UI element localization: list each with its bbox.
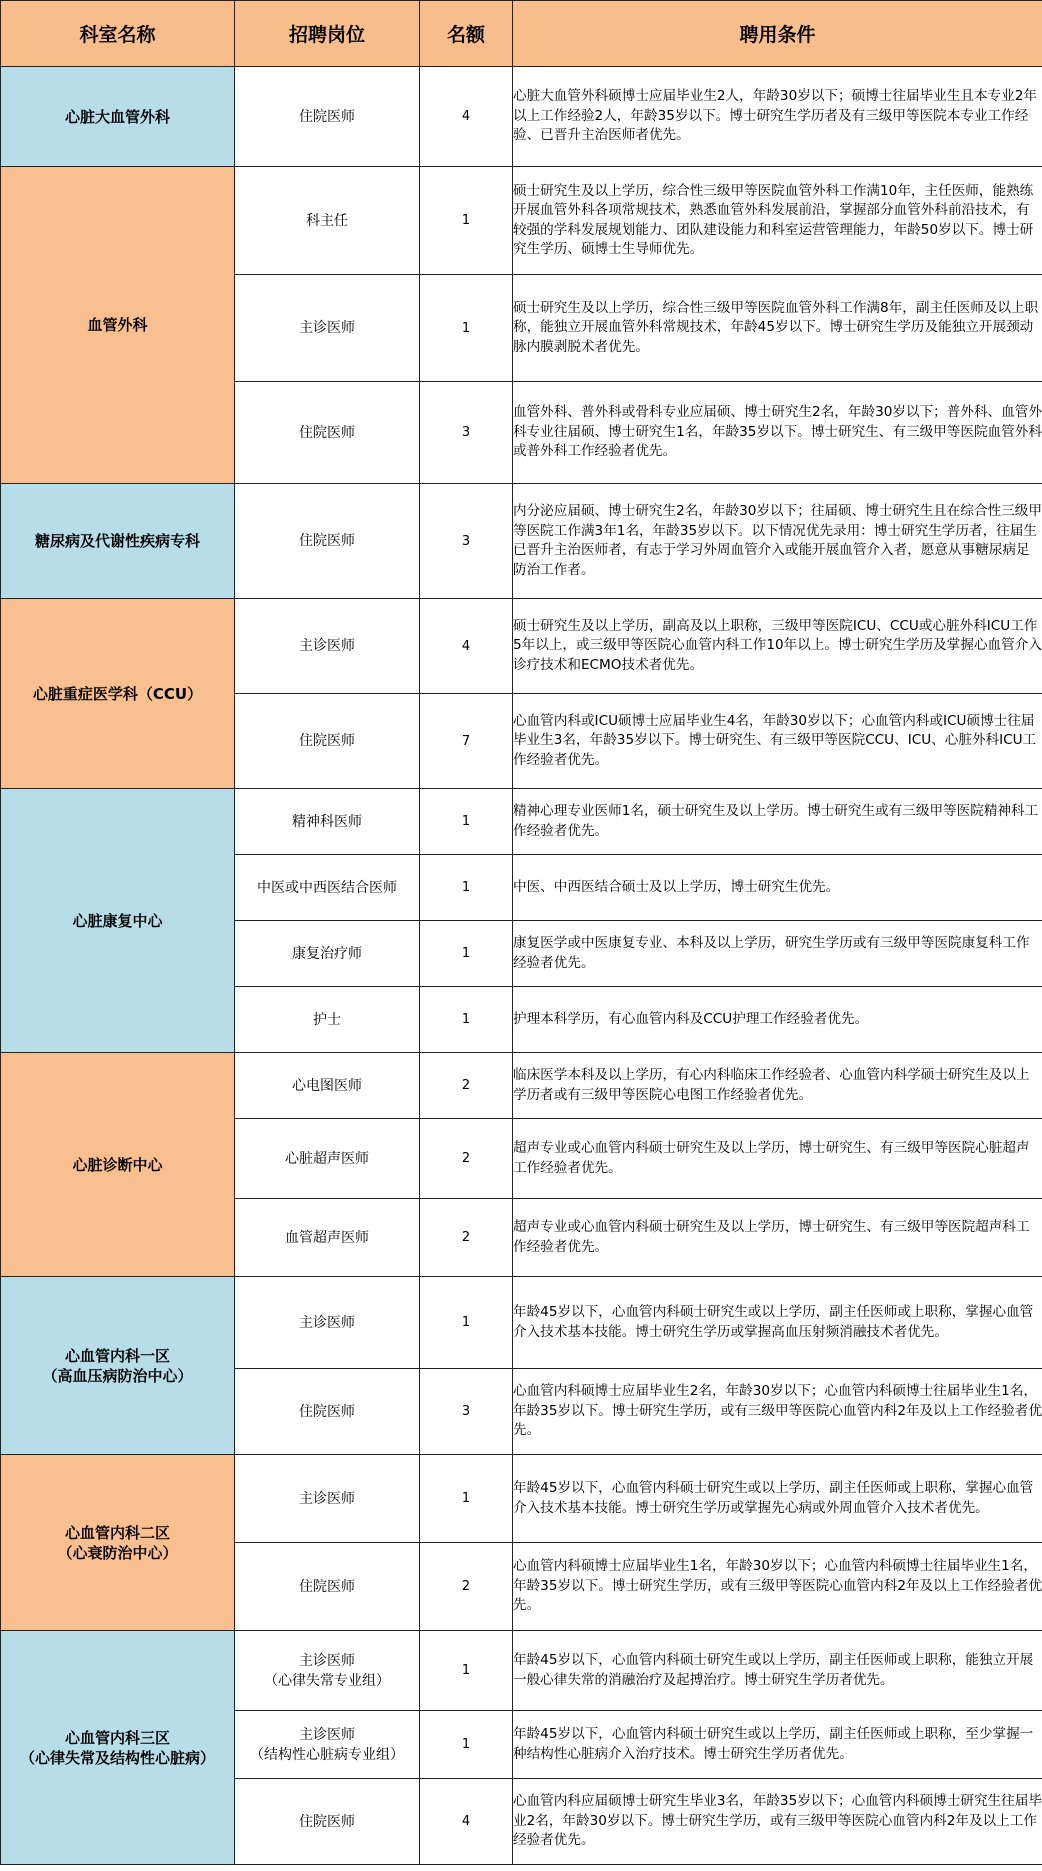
post-count: 3: [420, 1369, 513, 1455]
post-conditions: 心血管内科应届硕博士研究生毕业3名，年龄35岁以下；心血管内科硕博士研究生往届毕业2名，年龄30岁以下。博士研究生学历，或有三级甲等医院心血管内科2年及以上工作经验者优先。: [513, 1779, 1042, 1865]
header-post: 招聘岗位: [235, 1, 420, 67]
post-count: 2: [420, 1119, 513, 1199]
post-count: 1: [420, 1455, 513, 1543]
table-row: [1, 1053, 1042, 1119]
post-count: 3: [420, 484, 513, 599]
post-count: 1: [420, 987, 513, 1053]
post-name: 护士: [235, 987, 420, 1053]
post-count: 7: [420, 694, 513, 789]
post-name: 住院医师: [235, 382, 420, 484]
post-name: 主诊医师: [235, 599, 420, 694]
post-count: 2: [420, 1053, 513, 1119]
post-name: 精神科医师: [235, 789, 420, 855]
table-row: [1, 1631, 1042, 1711]
post-count: 1: [420, 1631, 513, 1711]
dept-name: 心脏诊断中心: [1, 1053, 235, 1277]
dept-name: 糖尿病及代谢性疾病专科: [1, 484, 235, 599]
post-count: 4: [420, 1779, 513, 1865]
post-count: 1: [420, 855, 513, 921]
dept-name: 心脏康复中心: [1, 789, 235, 1053]
header-count: 名额: [420, 1, 513, 67]
dept-name: 心血管内科一区 （高血压病防治中心）: [1, 1277, 235, 1455]
post-conditions: 护理本科学历，有心血管内科及CCU护理工作经验者优先。: [513, 987, 1042, 1053]
post-conditions: 年龄45岁以下，心血管内科硕士研究生或以上学历，副主任医师或上职称，能独立开展一般心律失常的消融治疗及起搏治疗。博士研究生学历者优先。: [513, 1631, 1042, 1711]
post-conditions: 年龄45岁以下，心血管内科硕士研究生或以上学历，副主任医师或上职称，掌握心血管介入技术基本技能。博士研究生学历或掌握先心病或外周血管介入技术者优先。: [513, 1455, 1042, 1543]
post-name: 主诊医师: [235, 1455, 420, 1543]
post-name: 住院医师: [235, 1779, 420, 1865]
header-cond: 聘用条件: [513, 1, 1042, 67]
post-count: 1: [420, 789, 513, 855]
dept-name: 血管外科: [1, 167, 235, 484]
table-row: [1, 484, 1042, 599]
post-name: 心电图医师: [235, 1053, 420, 1119]
post-count: 1: [420, 1711, 513, 1779]
post-name: 主诊医师 （结构性心脏病专业组）: [235, 1711, 420, 1779]
post-count: 1: [420, 275, 513, 382]
post-count: 4: [420, 599, 513, 694]
post-name: 中医或中西医结合医师: [235, 855, 420, 921]
post-conditions: 内分泌应届硕、博士研究生2名，年龄30岁以下；往届硕、博士研究生且在综合性三级甲等医院工作满3年1名，年龄35岁以下。以下情况优先录用：博士研究生学历者，往届生已晋升主治医师者，有志于学习外周血管介入或能开展血管介入者，愿意从事糖尿病足防治工作者。: [513, 484, 1042, 599]
table-row: [1, 67, 1042, 167]
post-name: 血管超声医师: [235, 1199, 420, 1277]
post-count: 3: [420, 382, 513, 484]
post-conditions: 血管外科、普外科或骨科专业应届硕、博士研究生2名，年龄30岁以下；普外科、血管外科专业往届硕、博士研究生1名，年龄35岁以下。博士研究生、有三级甲等医院血管外科或普外科工作经验者优先。: [513, 382, 1042, 484]
post-count: 2: [420, 1543, 513, 1631]
post-count: 4: [420, 67, 513, 167]
post-conditions: 年龄45岁以下，心血管内科硕士研究生或以上学历，副主任医师或上职称，至少掌握一种结构性心脏病介入治疗技术。博士研究生学历者优先。: [513, 1711, 1042, 1779]
post-count: 1: [420, 1277, 513, 1369]
post-name: 科主任: [235, 167, 420, 275]
table-row: [1, 789, 1042, 855]
post-name: 住院医师: [235, 1369, 420, 1455]
dept-name: 心脏重症医学科（CCU）: [1, 599, 235, 789]
post-name: 住院医师: [235, 484, 420, 599]
dept-name: 心脏大血管外科: [1, 67, 235, 167]
post-conditions: 年龄45岁以下，心血管内科硕士研究生或以上学历，副主任医师或上职称，掌握心血管介入技术基本技能。博士研究生学历或掌握高血压射频消融技术者优先。: [513, 1277, 1042, 1369]
post-name: 康复治疗师: [235, 921, 420, 987]
post-conditions: 超声专业或心血管内科硕士研究生及以上学历，博士研究生、有三级甲等医院超声科工作经验者优先。: [513, 1199, 1042, 1277]
post-count: 1: [420, 167, 513, 275]
header-dept: 科室名称: [1, 1, 235, 67]
post-conditions: 康复医学或中医康复专业、本科及以上学历，研究生学历或有三级甲等医院康复科工作经验者优先。: [513, 921, 1042, 987]
table-row: [1, 1455, 1042, 1543]
post-conditions: 心脏大血管外科硕博士应届毕业生2人，年龄30岁以下；硕博士往届毕业生且本专业2年以上工作经验2人，年龄35岁以下。博士研究生学历者及有三级甲等医院本专业工作经验、已晋升主治医师者优先。: [513, 67, 1042, 167]
post-conditions: 硕士研究生及以上学历，副高及以上职称，三级甲等医院ICU、CCU或心脏外科ICU工作5年以上，或三级甲等医院心血管内科工作10年以上。博士研究生学历及掌握心血管介入诊疗技术和ECMO技术者优先。: [513, 599, 1042, 694]
post-count: 2: [420, 1199, 513, 1277]
dept-name: 心血管内科二区 （心衰防治中心）: [1, 1455, 235, 1631]
post-conditions: 心血管内科或ICU硕博士应届毕业生4名，年龄30岁以下；心血管内科或ICU硕博士往届毕业生3名，年龄35岁以下。博士研究生、有三级甲等医院CCU、ICU、心脏外科ICU工作经验者优先。: [513, 694, 1042, 789]
post-conditions: 硕士研究生及以上学历，综合性三级甲等医院血管外科工作满8年，副主任医师及以上职称，能独立开展血管外科常规技术，年龄45岁以下。博士研究生学历及能独立开展颈动脉内膜剥脱术者优先。: [513, 275, 1042, 382]
post-conditions: 硕士研究生及以上学历，综合性三级甲等医院血管外科工作满10年，主任医师，能熟练开展血管外科各项常规技术，熟悉血管外科发展前沿，掌握部分血管外科前沿技术，有较强的学科发展规划能力、团队建设能力和科室运营管理能力，年龄50岁以下。博士研究生学历、硕博士生导师优先。: [513, 167, 1042, 275]
post-name: 住院医师: [235, 67, 420, 167]
header-row: [1, 1, 1042, 67]
post-name: 主诊医师 （心律失常专业组）: [235, 1631, 420, 1711]
post-conditions: 中医、中西医结合硕士及以上学历，博士研究生优先。: [513, 855, 1042, 921]
dept-name: 心血管内科三区 （心律失常及结构性心脏病）: [1, 1631, 235, 1865]
post-conditions: 超声专业或心血管内科硕士研究生及以上学历，博士研究生、有三级甲等医院心脏超声工作经验者优先。: [513, 1119, 1042, 1199]
post-conditions: 心血管内科硕博士应届毕业生2名，年龄30岁以下；心血管内科硕博士往届毕业生1名，年龄35岁以下。博士研究生学历，或有三级甲等医院心血管内科2年及以上工作经验者优先。: [513, 1369, 1042, 1455]
post-name: 心脏超声医师: [235, 1119, 420, 1199]
post-name: 主诊医师: [235, 1277, 420, 1369]
post-conditions: 临床医学本科及以上学历，有心内科临床工作经验者、心血管内科学硕士研究生及以上学历者或有三级甲等医院心电图工作经验者优先。: [513, 1053, 1042, 1119]
post-name: 住院医师: [235, 1543, 420, 1631]
post-count: 1: [420, 921, 513, 987]
table-row: [1, 1277, 1042, 1369]
post-conditions: 心血管内科硕博士应届毕业生1名，年龄30岁以下；心血管内科硕博士往届毕业生1名，年龄35岁以下。博士研究生学历，或有三级甲等医院心血管内科2年及以上工作经验者优先。: [513, 1543, 1042, 1631]
table-row: [1, 167, 1042, 275]
post-name: 住院医师: [235, 694, 420, 789]
post-name: 主诊医师: [235, 275, 420, 382]
post-conditions: 精神心理专业医师1名，硕士研究生及以上学历。博士研究生或有三级甲等医院精神科工作经验者优先。: [513, 789, 1042, 855]
table-row: [1, 599, 1042, 694]
